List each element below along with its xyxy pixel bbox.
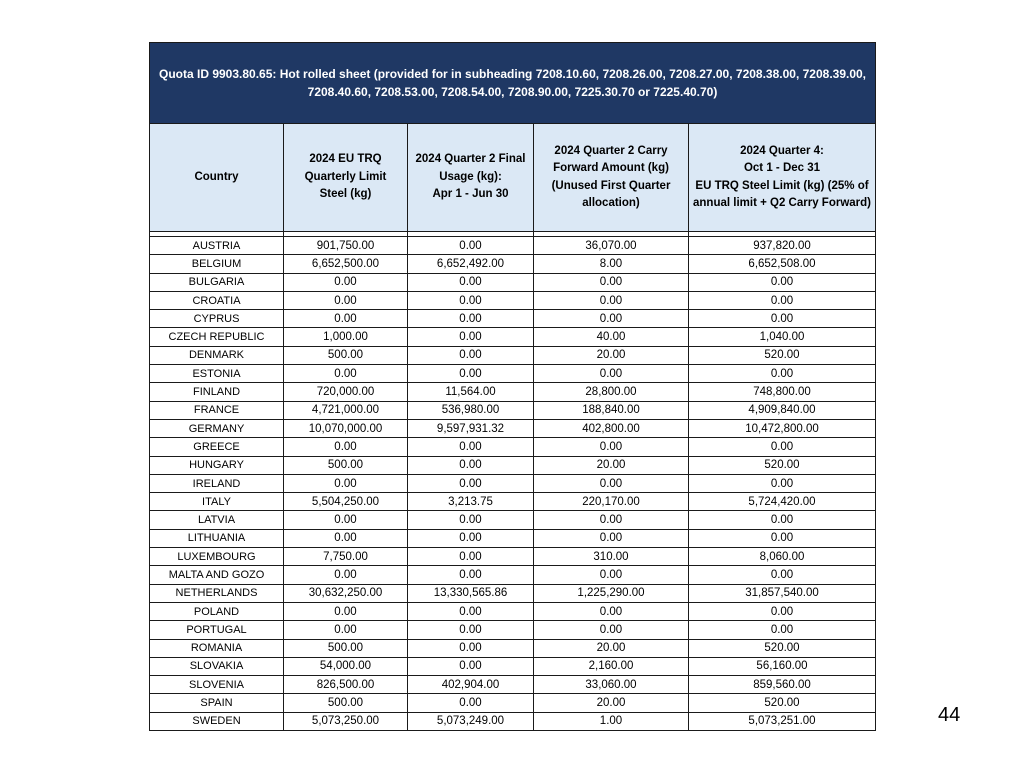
q2-carry-forward-cell: 0.00 xyxy=(534,310,689,328)
table-row xyxy=(150,621,876,639)
table-row xyxy=(150,237,876,255)
q2-carry-forward-cell: 40.00 xyxy=(534,328,689,346)
q2-final-usage-cell: 536,980.00 xyxy=(408,401,534,419)
table-row xyxy=(150,401,876,419)
q4-limit-cell: 10,472,800.00 xyxy=(689,419,876,437)
country-cell: HUNGARY xyxy=(150,456,284,474)
country-cell: CYPRUS xyxy=(150,310,284,328)
quarterly-limit-cell: 10,070,000.00 xyxy=(284,419,408,437)
table-row xyxy=(150,383,876,401)
q4-limit-cell: 31,857,540.00 xyxy=(689,584,876,602)
quarterly-limit-cell: 0.00 xyxy=(284,474,408,492)
quarterly-limit-cell: 500.00 xyxy=(284,456,408,474)
q2-final-usage-cell: 0.00 xyxy=(408,694,534,712)
q4-limit-cell: 0.00 xyxy=(689,602,876,620)
table-row xyxy=(150,255,876,273)
country-cell: NETHERLANDS xyxy=(150,584,284,602)
header-q2-final-usage: 2024 Quarter 2 Final Usage (kg): Apr 1 - Jun 30 xyxy=(408,124,534,232)
q2-carry-forward-cell: 20.00 xyxy=(534,456,689,474)
q2-final-usage-cell: 0.00 xyxy=(408,438,534,456)
q2-final-usage-cell: 0.00 xyxy=(408,346,534,364)
quarterly-limit-cell: 826,500.00 xyxy=(284,676,408,694)
q2-final-usage-cell: 5,073,249.00 xyxy=(408,712,534,730)
quarterly-limit-cell: 0.00 xyxy=(284,602,408,620)
q4-limit-cell: 0.00 xyxy=(689,291,876,309)
q4-limit-cell: 520.00 xyxy=(689,456,876,474)
table-row xyxy=(150,566,876,584)
q2-carry-forward-cell: 402,800.00 xyxy=(534,419,689,437)
q4-limit-cell: 0.00 xyxy=(689,511,876,529)
table-title: Quota ID 9903.80.65: Hot rolled sheet (provided for in subheading 7208.10.60, 7208.26.00, 7208.27.00, 7208.38.00, 7208.39.00, 7208.40.60, 7208.53.00, 7208.54.00, 7208.90.00, 7225.30.70 or 7225.40.70) xyxy=(158,67,867,99)
q4-limit-cell: 748,800.00 xyxy=(689,383,876,401)
q2-final-usage-cell: 0.00 xyxy=(408,310,534,328)
q2-carry-forward-cell: 220,170.00 xyxy=(534,493,689,511)
table-row xyxy=(150,273,876,291)
table-row xyxy=(150,639,876,657)
q4-limit-cell: 56,160.00 xyxy=(689,657,876,675)
q2-carry-forward-cell: 8.00 xyxy=(534,255,689,273)
q2-carry-forward-cell: 0.00 xyxy=(534,474,689,492)
table-body xyxy=(150,43,876,731)
table-row xyxy=(150,584,876,602)
table-row xyxy=(150,493,876,511)
quarterly-limit-cell: 0.00 xyxy=(284,511,408,529)
q4-limit-cell: 937,820.00 xyxy=(689,237,876,255)
quarterly-limit-cell: 30,632,250.00 xyxy=(284,584,408,602)
country-cell: ESTONIA xyxy=(150,365,284,383)
q2-final-usage-cell: 0.00 xyxy=(408,365,534,383)
table-row xyxy=(150,438,876,456)
country-cell: ROMANIA xyxy=(150,639,284,657)
header-row xyxy=(150,124,876,232)
q4-limit-cell: 8,060.00 xyxy=(689,548,876,566)
country-cell: SPAIN xyxy=(150,694,284,712)
country-cell: DENMARK xyxy=(150,346,284,364)
q4-limit-cell: 0.00 xyxy=(689,474,876,492)
quarterly-limit-cell: 0.00 xyxy=(284,365,408,383)
q2-final-usage-cell: 0.00 xyxy=(408,529,534,547)
q4-limit-cell: 0.00 xyxy=(689,566,876,584)
q2-carry-forward-cell: 310.00 xyxy=(534,548,689,566)
quarterly-limit-cell: 0.00 xyxy=(284,273,408,291)
table-row xyxy=(150,657,876,675)
q4-limit-cell: 859,560.00 xyxy=(689,676,876,694)
q4-limit-cell: 5,073,251.00 xyxy=(689,712,876,730)
country-cell: GREECE xyxy=(150,438,284,456)
quarterly-limit-cell: 6,652,500.00 xyxy=(284,255,408,273)
q2-carry-forward-cell: 36,070.00 xyxy=(534,237,689,255)
q4-limit-cell: 6,652,508.00 xyxy=(689,255,876,273)
header-q2-carry-forward: 2024 Quarter 2 Carry Forward Amount (kg) (Unused First Quarter allocation) xyxy=(534,124,689,232)
q2-final-usage-cell: 0.00 xyxy=(408,621,534,639)
q2-final-usage-cell: 0.00 xyxy=(408,291,534,309)
q2-final-usage-cell: 0.00 xyxy=(408,511,534,529)
country-cell: ITALY xyxy=(150,493,284,511)
q4-limit-cell: 0.00 xyxy=(689,621,876,639)
table-row xyxy=(150,529,876,547)
q2-final-usage-cell: 0.00 xyxy=(408,602,534,620)
q2-final-usage-cell: 3,213.75 xyxy=(408,493,534,511)
country-cell: POLAND xyxy=(150,602,284,620)
q2-final-usage-cell: 0.00 xyxy=(408,456,534,474)
q4-limit-cell: 0.00 xyxy=(689,273,876,291)
country-cell: GERMANY xyxy=(150,419,284,437)
country-cell: CZECH REPUBLIC xyxy=(150,328,284,346)
country-cell: AUSTRIA xyxy=(150,237,284,255)
q2-final-usage-cell: 0.00 xyxy=(408,328,534,346)
table-title-cell xyxy=(150,43,876,124)
quarterly-limit-cell: 1,000.00 xyxy=(284,328,408,346)
quarterly-limit-cell: 54,000.00 xyxy=(284,657,408,675)
quarterly-limit-cell: 500.00 xyxy=(284,694,408,712)
quarterly-limit-cell: 0.00 xyxy=(284,438,408,456)
q2-carry-forward-cell: 0.00 xyxy=(534,273,689,291)
quarterly-limit-cell: 901,750.00 xyxy=(284,237,408,255)
q2-final-usage-cell: 0.00 xyxy=(408,566,534,584)
q2-carry-forward-cell: 0.00 xyxy=(534,602,689,620)
quota-table xyxy=(149,42,876,731)
page-number: 44 xyxy=(938,704,961,726)
q2-carry-forward-cell: 0.00 xyxy=(534,511,689,529)
q2-carry-forward-cell: 0.00 xyxy=(534,438,689,456)
header-quarterly-limit: 2024 EU TRQ Quarterly Limit Steel (kg) xyxy=(284,124,408,232)
q2-carry-forward-cell: 0.00 xyxy=(534,529,689,547)
quarterly-limit-cell: 0.00 xyxy=(284,291,408,309)
table-row xyxy=(150,548,876,566)
title-row xyxy=(150,43,876,124)
q2-carry-forward-cell: 0.00 xyxy=(534,291,689,309)
table-row xyxy=(150,694,876,712)
table-row xyxy=(150,456,876,474)
country-cell: FINLAND xyxy=(150,383,284,401)
q2-carry-forward-cell: 20.00 xyxy=(534,694,689,712)
q4-limit-cell: 0.00 xyxy=(689,365,876,383)
table-row xyxy=(150,712,876,730)
country-cell: LATVIA xyxy=(150,511,284,529)
q4-limit-cell: 520.00 xyxy=(689,694,876,712)
q4-limit-cell: 520.00 xyxy=(689,639,876,657)
country-cell: LITHUANIA xyxy=(150,529,284,547)
table-row xyxy=(150,474,876,492)
q2-carry-forward-cell: 0.00 xyxy=(534,566,689,584)
quarterly-limit-cell: 0.00 xyxy=(284,529,408,547)
q2-final-usage-cell: 0.00 xyxy=(408,657,534,675)
q2-carry-forward-cell: 1,225,290.00 xyxy=(534,584,689,602)
q2-final-usage-cell: 0.00 xyxy=(408,548,534,566)
q2-carry-forward-cell: 0.00 xyxy=(534,365,689,383)
quarterly-limit-cell: 500.00 xyxy=(284,346,408,364)
q2-final-usage-cell: 13,330,565.86 xyxy=(408,584,534,602)
country-cell: MALTA AND GOZO xyxy=(150,566,284,584)
table-row xyxy=(150,310,876,328)
q2-carry-forward-cell: 33,060.00 xyxy=(534,676,689,694)
quarterly-limit-cell: 5,504,250.00 xyxy=(284,493,408,511)
q2-final-usage-cell: 0.00 xyxy=(408,273,534,291)
country-cell: PORTUGAL xyxy=(150,621,284,639)
q4-limit-cell: 520.00 xyxy=(689,346,876,364)
country-cell: SLOVENIA xyxy=(150,676,284,694)
table-row xyxy=(150,676,876,694)
country-cell: FRANCE xyxy=(150,401,284,419)
q2-carry-forward-cell: 2,160.00 xyxy=(534,657,689,675)
table-row xyxy=(150,419,876,437)
country-cell: LUXEMBOURG xyxy=(150,548,284,566)
quarterly-limit-cell: 4,721,000.00 xyxy=(284,401,408,419)
q2-carry-forward-cell: 1.00 xyxy=(534,712,689,730)
q4-limit-cell: 5,724,420.00 xyxy=(689,493,876,511)
quarterly-limit-cell: 0.00 xyxy=(284,566,408,584)
quarterly-limit-cell: 500.00 xyxy=(284,639,408,657)
header-country: Country xyxy=(150,124,284,232)
quarterly-limit-cell: 0.00 xyxy=(284,621,408,639)
quarterly-limit-cell: 0.00 xyxy=(284,310,408,328)
table-row xyxy=(150,346,876,364)
country-cell: SLOVAKIA xyxy=(150,657,284,675)
q2-carry-forward-cell: 188,840.00 xyxy=(534,401,689,419)
q4-limit-cell: 1,040.00 xyxy=(689,328,876,346)
q4-limit-cell: 0.00 xyxy=(689,310,876,328)
quarterly-limit-cell: 5,073,250.00 xyxy=(284,712,408,730)
q2-carry-forward-cell: 28,800.00 xyxy=(534,383,689,401)
q4-limit-cell: 0.00 xyxy=(689,438,876,456)
table-row xyxy=(150,511,876,529)
header-q4-limit: 2024 Quarter 4: Oct 1 - Dec 31 EU TRQ Steel Limit (kg) (25% of annual limit + Q2 Carry Forward) xyxy=(689,124,876,232)
q4-limit-cell: 4,909,840.00 xyxy=(689,401,876,419)
table-row xyxy=(150,365,876,383)
quarterly-limit-cell: 7,750.00 xyxy=(284,548,408,566)
q2-final-usage-cell: 11,564.00 xyxy=(408,383,534,401)
q2-final-usage-cell: 0.00 xyxy=(408,474,534,492)
country-cell: SWEDEN xyxy=(150,712,284,730)
table-row xyxy=(150,602,876,620)
country-cell: BULGARIA xyxy=(150,273,284,291)
quarterly-limit-cell: 720,000.00 xyxy=(284,383,408,401)
country-cell: CROATIA xyxy=(150,291,284,309)
table-row xyxy=(150,328,876,346)
country-cell: BELGIUM xyxy=(150,255,284,273)
q2-carry-forward-cell: 20.00 xyxy=(534,346,689,364)
q2-final-usage-cell: 0.00 xyxy=(408,639,534,657)
q2-carry-forward-cell: 0.00 xyxy=(534,621,689,639)
q2-final-usage-cell: 6,652,492.00 xyxy=(408,255,534,273)
q2-final-usage-cell: 402,904.00 xyxy=(408,676,534,694)
q2-final-usage-cell: 0.00 xyxy=(408,237,534,255)
q2-carry-forward-cell: 20.00 xyxy=(534,639,689,657)
table-row xyxy=(150,291,876,309)
country-cell: IRELAND xyxy=(150,474,284,492)
q4-limit-cell: 0.00 xyxy=(689,529,876,547)
q2-final-usage-cell: 9,597,931.32 xyxy=(408,419,534,437)
